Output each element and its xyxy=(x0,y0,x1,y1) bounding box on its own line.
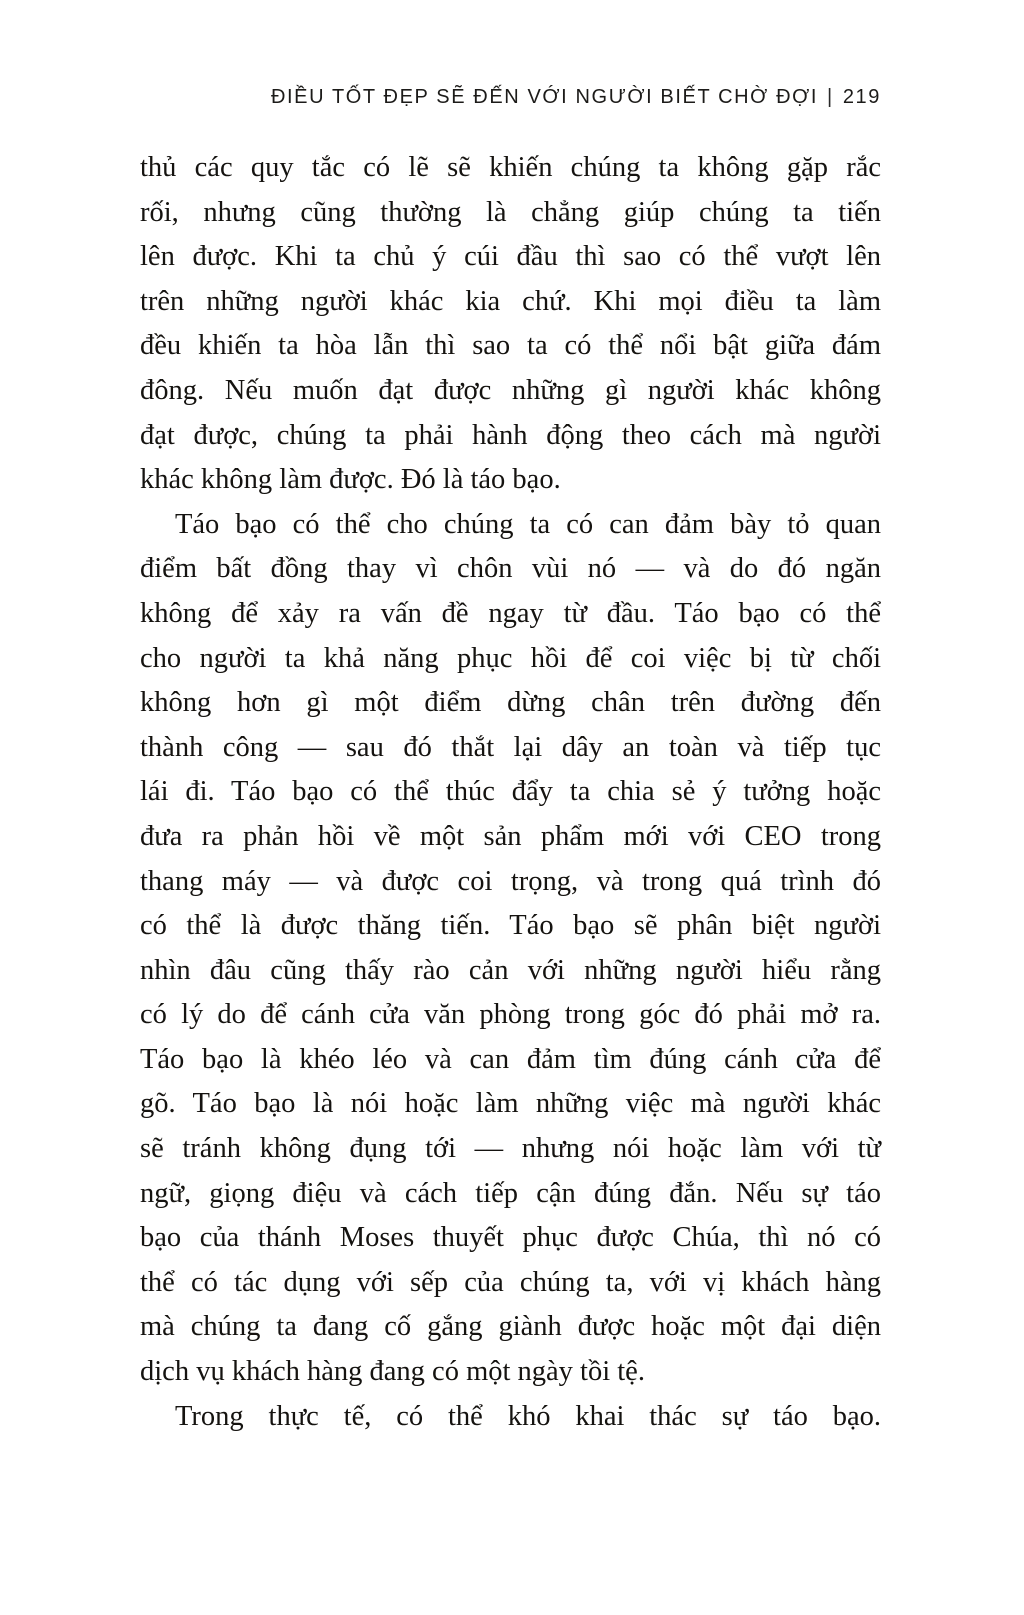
text-line: Táo bạo có thể cho chúng ta có can đảm bày tỏ quan xyxy=(175,508,881,540)
text-line: gõ. Táo bạo là nói hoặc làm những việc mà người khác xyxy=(140,1088,881,1120)
chapter-title: ĐIỀU TỐT ĐẸP SẼ ĐẾN VỚI NGƯỜI BIẾT CHỜ ĐỢI xyxy=(270,86,819,108)
text-line: đạt được, chúng ta phải hành động theo cách mà người xyxy=(140,419,881,451)
text-line: trên những người khác kia chứ. Khi mọi điều ta làm xyxy=(140,285,881,317)
paragraph xyxy=(140,1395,881,1440)
text-line: điểm bất đồng thay vì chôn vùi nó — và do đó ngăn xyxy=(140,553,881,585)
header-separator: | xyxy=(827,86,834,108)
text-line: Trong thực tế, có thể khó khai thác sự táo bạo. xyxy=(175,1400,881,1432)
text-line: thủ các quy tắc có lẽ sẽ khiến chúng ta không gặp rắc xyxy=(140,152,881,183)
text-line: dịch vụ khách hàng đang có một ngày tồi tệ. xyxy=(140,1356,645,1388)
text-line: thang máy — và được coi trọng, và trong quá trình đó xyxy=(140,865,881,897)
text-line: đều khiến ta hòa lẫn thì sao ta có thể nổi bật giữa đám xyxy=(140,330,881,362)
paragraph xyxy=(140,503,881,1395)
text-line: rối, nhưng cũng thường là chẳng giúp chúng ta tiến xyxy=(140,196,881,228)
text-line: thể có tác dụng với sếp của chúng ta, với vị khách hàng xyxy=(140,1266,881,1298)
text-line: đông. Nếu muốn đạt được những gì người khác không xyxy=(140,374,881,406)
text-line: có thể là được thăng tiến. Táo bạo sẽ phân biệt người xyxy=(140,910,881,942)
text-line: bạo của thánh Moses thuyết phục được Chúa, thì nó có xyxy=(140,1222,881,1254)
text-line: không hơn gì một điểm dừng chân trên đường đến xyxy=(140,687,881,719)
text-line: ngữ, giọng điệu và cách tiếp cận đúng đắn. Nếu sự táo xyxy=(140,1177,881,1209)
text-line: đưa ra phản hồi về một sản phẩm mới với CEO trong xyxy=(140,820,881,852)
text-line: sẽ tránh không đụng tới — nhưng nói hoặc làm với từ xyxy=(140,1133,881,1165)
page-number: 219 xyxy=(842,86,881,108)
text-line: mà chúng ta đang cố gắng giành được hoặc một đại diện xyxy=(140,1311,881,1343)
running-header xyxy=(140,86,881,109)
text-line: lên được. Khi ta chủ ý cúi đầu thì sao có thể vượt lên xyxy=(140,241,881,273)
text-line: có lý do để cánh cửa văn phòng trong góc đó phải mở ra. xyxy=(140,999,881,1031)
text-line: nhìn đâu cũng thấy rào cản với những người hiểu rằng xyxy=(140,954,881,986)
paragraph xyxy=(140,146,881,503)
text-line: thành công — sau đó thắt lại dây an toàn và tiếp tục xyxy=(140,731,881,763)
text-line: khác không làm được. Đó là táo bạo. xyxy=(140,464,561,496)
text-line: cho người ta khả năng phục hồi để coi việc bị từ chối xyxy=(140,642,881,674)
text-line: không để xảy ra vấn đề ngay từ đầu. Táo bạo có thể xyxy=(140,597,881,629)
text-line: lái đi. Táo bạo có thể thúc đẩy ta chia sẻ ý tưởng hoặc xyxy=(140,776,881,808)
body-text xyxy=(140,146,881,1439)
text-line: Táo bạo là khéo léo và can đảm tìm đúng cánh cửa để xyxy=(140,1043,881,1075)
